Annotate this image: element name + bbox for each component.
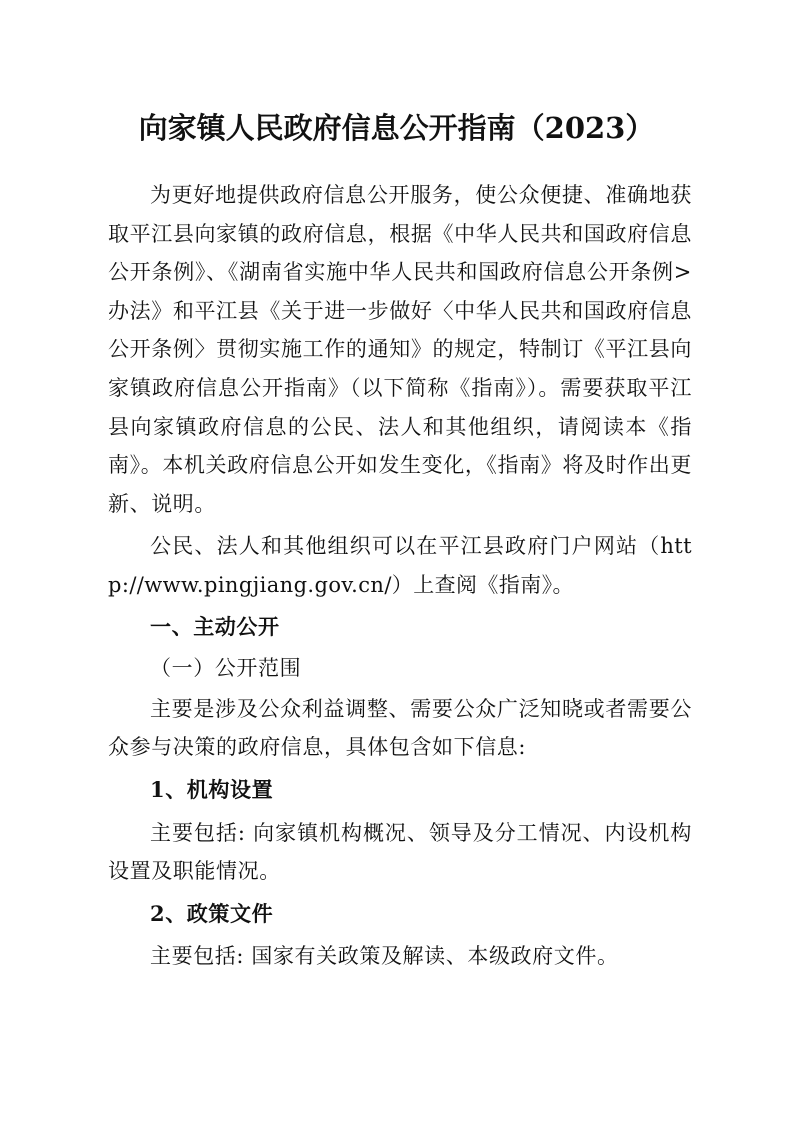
document-body xyxy=(108,176,692,976)
website-paragraph: 公民、法人和其他组织可以在平江县政府门户网站（http://www.pingjiang.gov.cn/）上查阅《指南》。 xyxy=(108,534,692,597)
item-heading-organization: 1、机构设置 xyxy=(150,776,274,802)
intro-paragraph: 为更好地提供政府信息公开服务，使公众便捷、准确地获取平江县向家镇的政府信息，根据《中华人民共和国政府信息公开条例》、《湖南省实施中华人民共和国政府信息公开条例>办法》和平江县《关于进一步做好〈中华人民共和国政府信息公开条例〉贯彻实施工作的通知》的规定，特制订《平江县向家镇政府信息公开指南》（以下简称《指南》）。需要获取平江县向家镇政府信息的公民、法人和其他组织，请阅读本《指南》。本机关政府信息公开如发生变化，《指南》将及时作出更新、说明。 xyxy=(108,183,692,516)
policy-paragraph: 主要包括: 国家有关政策及解读、本级政府文件。 xyxy=(150,944,619,969)
item-heading-policy: 2、政策文件 xyxy=(150,900,274,926)
subsection-heading-scope: （一）公开范围 xyxy=(150,656,302,681)
document-title: 向家镇人民政府信息公开指南（2023） xyxy=(138,111,655,145)
scope-paragraph: 主要是涉及公众利益调整、需要公众广泛知晓或者需要公众参与决策的政府信息，具体包含如下信息: xyxy=(108,696,692,760)
organization-paragraph: 主要包括: 向家镇机构概况、领导及分工情况、内设机构设置及职能情况。 xyxy=(108,820,692,884)
section-heading-active-disclosure: 一、主动公开 xyxy=(150,614,280,639)
